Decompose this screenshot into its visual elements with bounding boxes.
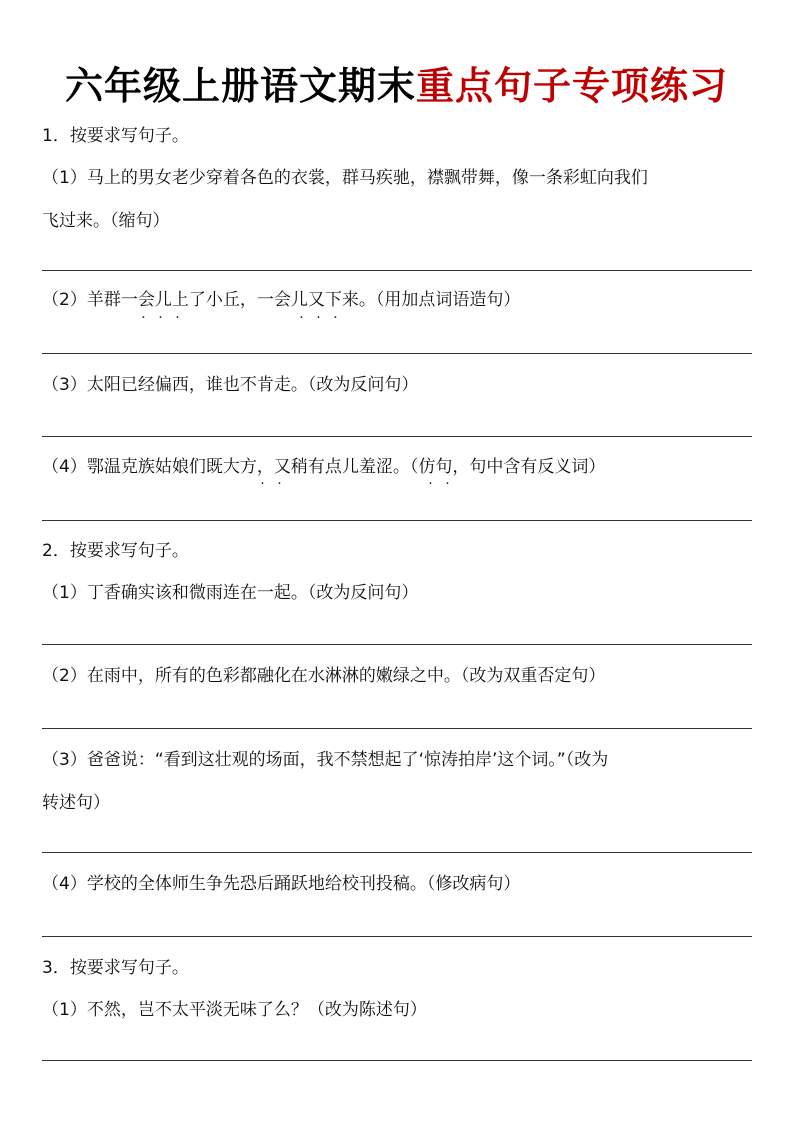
emphasis-dots: · · (428, 476, 450, 492)
answer-line[interactable] (42, 852, 752, 853)
question-3-1: （1）不然，岂不太平淡无味了么？（改为陈述句） (42, 1000, 427, 1020)
question-2-3-line-2: 转述句） (42, 793, 110, 813)
question-1-1-line-1: （1）马上的男女老少穿着各色的衣裳，群马疾驰，襟飘带舞，像一条彩虹向我们 (42, 168, 648, 188)
question-1-1-line-2: 飞过来。（缩句） (42, 211, 170, 231)
section-2-heading: 2．按要求写句子。 (42, 541, 189, 561)
answer-line[interactable] (42, 270, 752, 271)
answer-line[interactable] (42, 936, 752, 937)
title-black-part: 六年级上册语文期末 (64, 64, 416, 108)
answer-line[interactable] (42, 644, 752, 645)
answer-line[interactable] (42, 436, 752, 437)
emphasis-dots: · · (260, 476, 282, 492)
answer-line[interactable] (42, 520, 752, 521)
question-2-4: （4）学校的全体师生争先恐后踊跃地给校刊投稿。（修改病句） (42, 874, 521, 894)
question-1-4: （4）鄂温克族姑娘们既大方，又稍有点儿羞涩。（仿句，句中含有反义词） (42, 457, 606, 477)
question-2-1: （1）丁香确实该和微雨连在一起。（改为反问句） (42, 583, 419, 603)
question-2-3-line-1: （3）爸爸说：“看到这壮观的场面，我不禁想起了‘惊涛拍岸’这个词。”（改为 (42, 750, 609, 770)
section-1-heading: 1．按要求写句子。 (42, 126, 189, 146)
title-red-part: 重点句子专项练习 (416, 64, 729, 108)
section-3-heading: 3．按要求写句子。 (42, 958, 189, 978)
answer-line[interactable] (42, 728, 752, 729)
answer-line[interactable] (42, 353, 752, 354)
question-1-2: （2）羊群一会儿上了小丘，一会儿又下来。（用加点词语造句） (42, 290, 521, 310)
question-1-3: （3）太阳已经偏西，谁也不肯走。（改为反问句） (42, 375, 419, 395)
question-2-2: （2）在雨中，所有的色彩都融化在水淋淋的嫩绿之中。（改为双重否定句） (42, 666, 606, 686)
answer-line[interactable] (42, 1060, 752, 1061)
emphasis-dots: · · · (141, 310, 180, 326)
emphasis-dots: · · · (299, 310, 338, 326)
page-title (0, 62, 793, 110)
